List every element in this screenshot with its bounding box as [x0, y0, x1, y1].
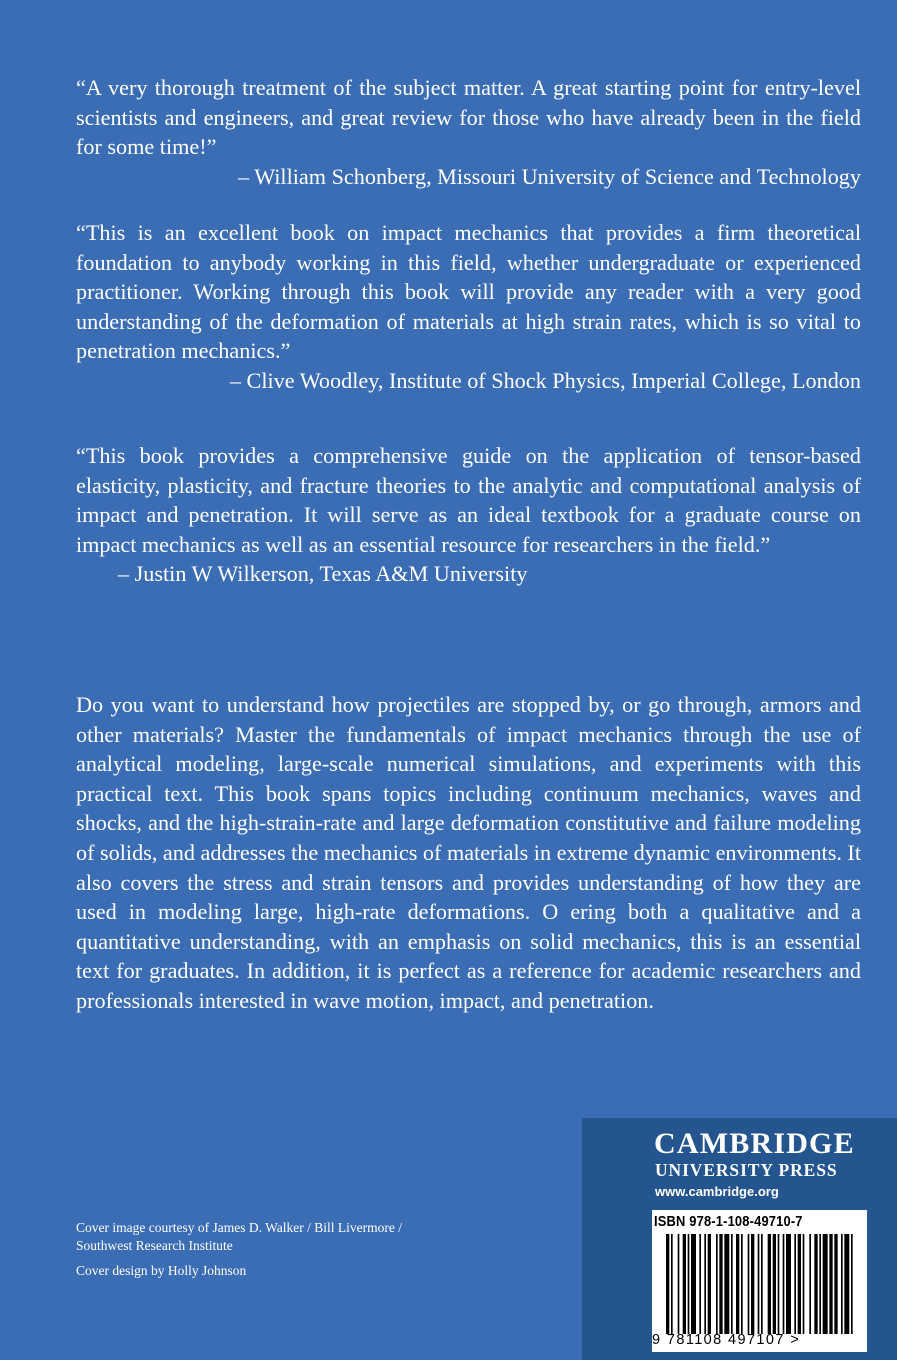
review-1: [76, 73, 861, 191]
publisher-url: www.cambridge.org: [655, 1184, 779, 1199]
review-quote: “This book provides a comprehensive guide on the application of tensor-based elasticity, plasticity, and fracture theories to the analytic and computational analysis of impact and penetration. It will serve as an ideal textbook for a graduate course on impact mechanics as well as an essential resource for researchers in the field.”: [76, 443, 861, 557]
review-quote: “A very thorough treatment of the subject matter. A great starting point for entry-level scientists and engineers, and great review for those who have already been in the field for some time!”: [76, 75, 861, 160]
review-attribution: – William Schonberg, Missouri University of Science and Technology: [237, 163, 861, 189]
review-attribution: – Clive Woodley, Institute of Shock Physics, Imperial College, London: [229, 367, 861, 393]
review-quote: “This is an excellent book on impact mechanics that provides a firm theoretical foundation to anybody working in this field, whether undergraduate or experienced practitioner. Working through this book will provide any reader with a very good understanding of the deformation of materials at high strain rates, which is so vital to penetration mechanics.”: [76, 220, 861, 364]
cover-credits: [76, 1219, 536, 1280]
review-2: [76, 218, 861, 396]
publisher-subtitle: UNIVERSITY PRESS: [655, 1160, 838, 1180]
barcode-icon: [666, 1234, 856, 1334]
book-description: [76, 690, 861, 1016]
barcode-card: [652, 1210, 867, 1352]
description-text: Do you want to understand how projectiles are stopped by, or go through, armors and other materials? Master the fundamentals of impact mechanics through the use of analytical modeling, large-scale numerical simulations, and experiments with this practical text. This book spans topics including continuum mechanics, waves and shocks, and the high-strain-rate and large deformation constitutive and failure modeling of solids, and addresses the mechanics of materials in extreme dynamic environments. It also covers the stress and strain tensors and provides understanding of how they are used in modeling large, high-rate deformations. O ering both a qualitative and a quantitative understanding, with an emphasis on solid mechanics, this is an essential text for graduates. In addition, it is perfect as a reference for academic researchers and professionals interested in wave motion, impact, and penetration.: [76, 692, 861, 1013]
isbn-label: ISBN 978-1-108-49710-7: [654, 1213, 803, 1230]
publisher-box: [582, 1118, 897, 1360]
barcode-digits: 9 781108 497107 >: [652, 1332, 801, 1348]
design-credit: Cover design by Holly Johnson: [76, 1263, 247, 1279]
image-credit-line-2: Southwest Research Institute: [76, 1237, 233, 1253]
review-3: [76, 441, 861, 589]
publisher-name: CAMBRIDGE: [654, 1127, 855, 1160]
image-credit-line-1: Cover image courtesy of James D. Walker / Bill Livermore /: [76, 1220, 402, 1235]
review-attribution: – Justin W Wilkerson, Texas A&M University: [118, 561, 528, 587]
